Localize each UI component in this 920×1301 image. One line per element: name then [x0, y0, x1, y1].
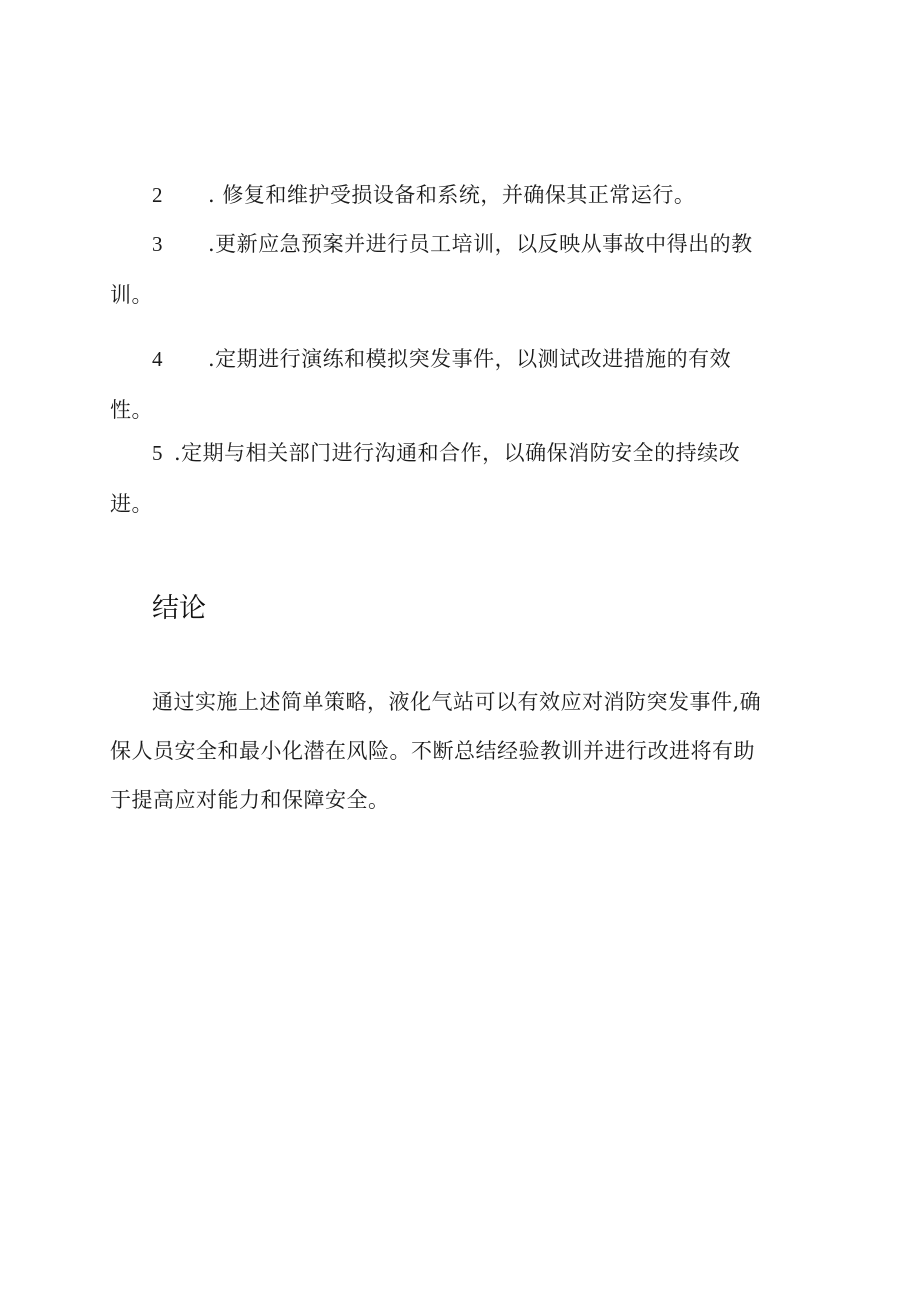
- list-item: [110, 170, 815, 221]
- list-item-text: .定期与相关部门进行沟通和合作，以确保消防安全的持续改: [174, 441, 741, 465]
- list-item-continuation: 训。: [110, 283, 153, 307]
- list-item-number: 5: [152, 441, 163, 465]
- list-item: [110, 428, 815, 530]
- paragraph-line: 于提高应对能力和保障安全。: [110, 788, 390, 812]
- section-heading: 结论: [152, 593, 206, 624]
- list-item-line: [110, 170, 815, 221]
- paragraph-line: 通过实施上述简单策略，液化气站可以有效应对消防突发事件,确: [152, 690, 762, 714]
- list-item-number: 2: [152, 183, 163, 207]
- list-item-number: 4: [152, 347, 163, 371]
- conclusion-paragraph: [110, 678, 815, 825]
- list-item-number: 3: [152, 232, 163, 256]
- list-item-text: .更新应急预案并进行员工培训，以反映从事故中得出的教: [208, 232, 753, 256]
- list-item: [110, 334, 815, 436]
- list-item-continuation: 性。: [110, 398, 153, 422]
- list-item-line: [110, 428, 815, 479]
- list-item-line: [110, 219, 815, 270]
- list-item-text: . 修复和维护受损设备和系统，并确保其正常运行。: [208, 183, 696, 207]
- list-item-text: .定期进行演练和模拟突发事件，以测试改进措施的有效: [208, 347, 732, 371]
- list-item-continuation: 进。: [110, 492, 153, 516]
- list-item: [110, 219, 815, 321]
- paragraph-line: 保人员安全和最小化潜在风险。不断总结经验教训并进行改进将有助: [110, 739, 755, 763]
- list-item-line: [110, 334, 815, 385]
